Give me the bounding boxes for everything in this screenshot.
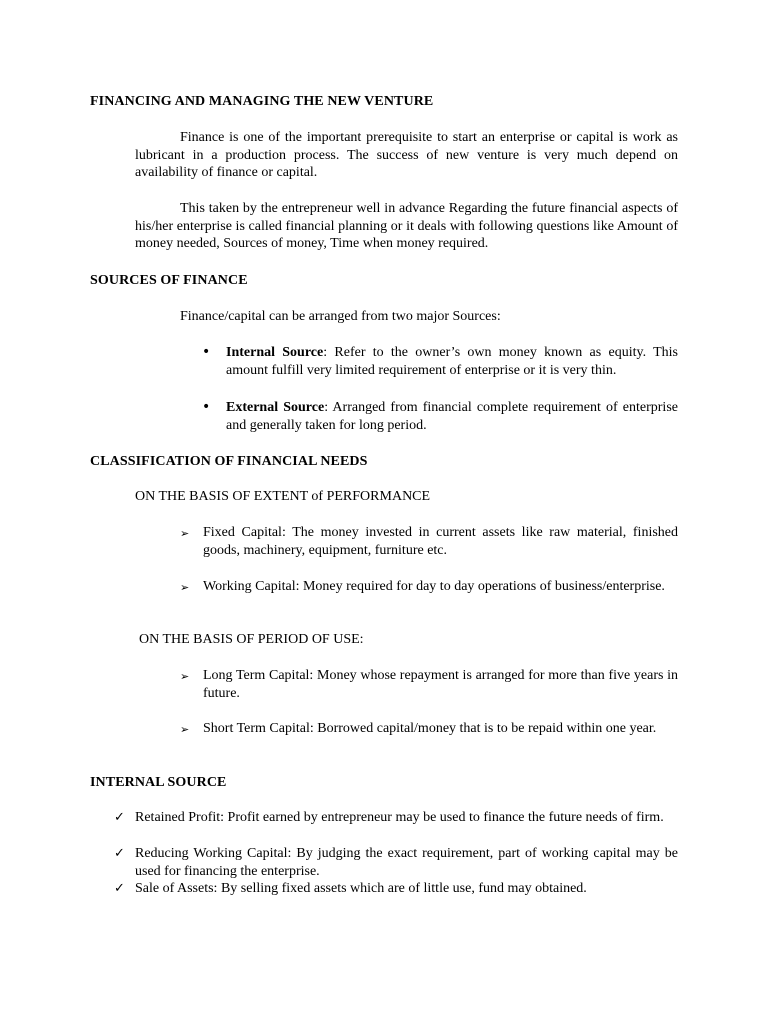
checkmark-icon: ✓ bbox=[114, 846, 125, 861]
list-item bbox=[180, 399, 678, 439]
arrow-bullet-icon: ➢ bbox=[180, 670, 190, 683]
source-item-external bbox=[226, 399, 678, 434]
source-term: Internal Source bbox=[226, 345, 324, 360]
internal-source-item: Sale of Assets: By selling fixed assets which are of little use, fund may obtained. bbox=[135, 881, 587, 896]
section-heading-classification: CLASSIFICATION OF FINANCIAL NEEDS bbox=[90, 454, 368, 469]
document-title: FINANCING AND MANAGING THE NEW VENTURE bbox=[90, 94, 434, 109]
section-heading-sources: SOURCES OF FINANCE bbox=[90, 273, 248, 288]
sources-lead-text: Finance/capital can be arranged from two major Sources: bbox=[180, 309, 501, 324]
classification-item: Working Capital: Money required for day to day operations of business/enterprise. bbox=[203, 579, 665, 594]
arrow-bullet-icon: ➢ bbox=[180, 723, 190, 736]
classification-item: Fixed Capital: The money invested in current assets like raw material, finished goods, machinery, equipment, furniture etc. bbox=[203, 525, 678, 558]
source-term: External Source bbox=[226, 400, 325, 415]
intro-paragraph-1: Finance is one of the important prerequisite to start an enterprise or capital is work as lubricant in a production process. The success of new venture is very much depend on availability of finance or capital. bbox=[135, 130, 678, 180]
intro-paragraph-2: This taken by the entrepreneur well in advance Regarding the future financial aspects of his/her enterprise is called financial planning or it deals with following questions like Amount of money needed, Sources of money, Time when money required. bbox=[135, 201, 678, 251]
checkmark-icon: ✓ bbox=[114, 881, 125, 896]
source-description: : Refer to the owner’s own money known as equity. This amount fulfill very limited requirement of enterprise or it is very thin. bbox=[226, 345, 678, 378]
section-heading-internal-source: INTERNAL SOURCE bbox=[90, 775, 227, 790]
subheading-extent: ON THE BASIS OF EXTENT of PERFORMANCE bbox=[135, 489, 431, 504]
checkmark-icon: ✓ bbox=[114, 810, 125, 825]
list-item bbox=[180, 344, 678, 384]
classification-item: Short Term Capital: Borrowed capital/money that is to be repaid within one year. bbox=[203, 721, 657, 736]
bullet-icon: • bbox=[202, 399, 211, 415]
arrow-bullet-icon: ➢ bbox=[180, 581, 190, 594]
arrow-bullet-icon: ➢ bbox=[180, 527, 190, 540]
bullet-icon: • bbox=[202, 344, 211, 360]
internal-source-item: Reducing Working Capital: By judging the exact requirement, part of working capital may be used for financing the enterprise. bbox=[135, 846, 678, 879]
source-item-internal bbox=[226, 344, 678, 379]
subheading-period: ON THE BASIS OF PERIOD OF USE: bbox=[139, 632, 364, 647]
classification-item: Long Term Capital: Money whose repayment is arranged for more than five years in future. bbox=[203, 668, 678, 701]
internal-source-item: Retained Profit: Profit earned by entrepreneur may be used to finance the future needs of firm. bbox=[135, 810, 664, 825]
source-description: : Arranged from financial complete requirement of enterprise and generally taken for long period. bbox=[226, 400, 678, 433]
